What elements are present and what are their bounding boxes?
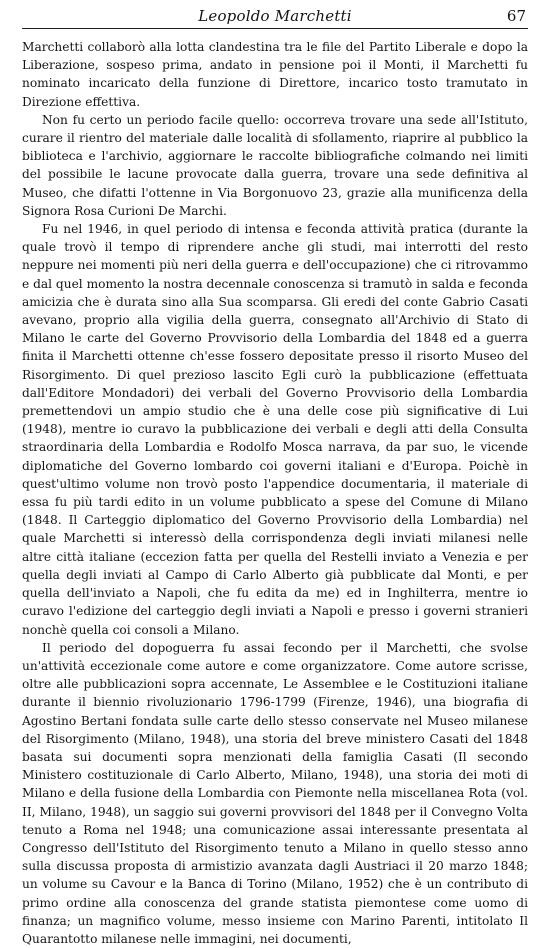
- paragraph-3: Fu nel 1946, in quel periodo di intensa e feconda attività pratica (durante la quale trovò il tempo di riprendere anche gli studi, mai interrotti del resto neppure nei momenti più neri della guerra e dell'occupazione) che ci ritrovammo e dal quel momento la nostra decennale conoscenza si tramutò in salda e feconda amicizia che è durata sino alla Sua scomparsa. Gli eredi del conte Gabrio Casati avevano, proprio alla vigilia della guerra, consegnato all'Archivio di Stato di Milano le carte del Governo Provvisorio della Lombardia del 1848 ed a guerra finita il Marchetti ottenne ch'esse fossero depositate presso il risorto Museo del Risorgimento. Di quel prezioso lascito Egli curò la pubblicazione (effettuata dall'Editore Mondadori) dei verbali del Governo Provvisorio della Lombardia premettendovi un ampio studio che è una delle cose più significative di Lui (1948), mentre io curavo la pubblicazione dei verbali e degli atti della Consulta straordinaria della Lombardia e Rodolfo Mosca narrava, da par suo, le vicende diplomatiche del Governo lombardo coi governi italiani e d'Europa. Poichè in quest'ultimo volume non trovò posto l'appendice documentaria, il materiale di essa fu più tardi edito in un volume pubblicato a spese del Comune di Milano (1848. Il Carteggio diplomatico del Governo Provvisorio della Lombardia) nel quale Marchetti si interessò della corrispondenza degli inviati milanesi nelle altre città italiane (eccezion fatta per quella del Restelli inviato a Venezia e per quella degli inviati al Campo di Carlo Alberto già pubblicate dal Monti, e per quella dell'inviato a Napoli, che fu edita da me) ed in Inghilterra, mentre io curavo l'edizione del carteggio degli inviati a Napoli e presso i governi stranieri nonchè quella coi consoli a Milano.: [22, 222, 528, 637]
- paragraph-4: Il periodo del dopoguerra fu assai fecondo per il Marchetti, che svolse un'attività eccezionale come autore e come organizzatore. Come autore scrisse, oltre alle pubblicazioni sopra accennate, Le Assemblee e le Costituzioni italiane durante il biennio rivoluzionario 1796-1799 (Firenze, 1946), una biografia di Agostino Bertani fondata sulle carte dello stesso conservate nel Museo milanese del Risorgimento (Milano, 1948), una storia del breve ministero Casati del 1848 basata sui documenti sopra menzionati della famiglia Casati (Il secondo Ministero costituzionale di Carlo Alberto, Milano, 1948), una storia dei moti di Milano e della fusione della Lombardia con Piemonte nella miscellanea Rota (vol. II, Milano, 1948), un saggio sui governi provvisori del 1848 per il Convegno Volta tenuto a Roma nel 1948; una comunicazione assai interessante presentata al Congresso dell'Istituto del Risorgimento tenuto a Milano in quello stesso anno sulla discussa proposta di armistizio avanzata dagli Austriaci il 20 marzo 1848; un volume su Cavour e la Banca di Torino (Milano, 1952) che è un contributo di primo ordine alla conoscenza del grande statista piemontese come uomo di finanza; un magnifico volume, messo insieme con Marino Parenti, intitolato Il Quarantotto milanese nelle immagini, nei documenti,: [22, 640, 528, 946]
- page-header: [22, 4, 528, 29]
- paragraph-2: Non fu certo un periodo facile quello: occorreva trovare una sede all'Istituto, curare il rientro del materiale dalle località di sfollamento, riaprire al pubblico la biblioteca e l'archivio, aggiornare le raccolte bibliografiche colmando nei limiti del possibile le lacune provocate dalla guerra, trovare una sede definitiva al Museo, che difatti l'ottenne in Via Borgonuovo 23, grazie alla munificenza della Signora Rosa Curioni De Marchi.: [22, 112, 528, 218]
- running-title: Leopoldo Marchetti: [198, 7, 352, 25]
- page-number: 67: [506, 7, 526, 25]
- body-text: [22, 38, 528, 948]
- paragraph-1: Marchetti collaborò alla lotta clandestina tra le file del Partito Liberale e dopo la Liberazione, sospeso prima, andato in pensione poi il Monti, il Marchetti fu nominato incaricato della funzione di Direttore, incarico tosto tramutato in Direzione effettiva.: [22, 40, 528, 109]
